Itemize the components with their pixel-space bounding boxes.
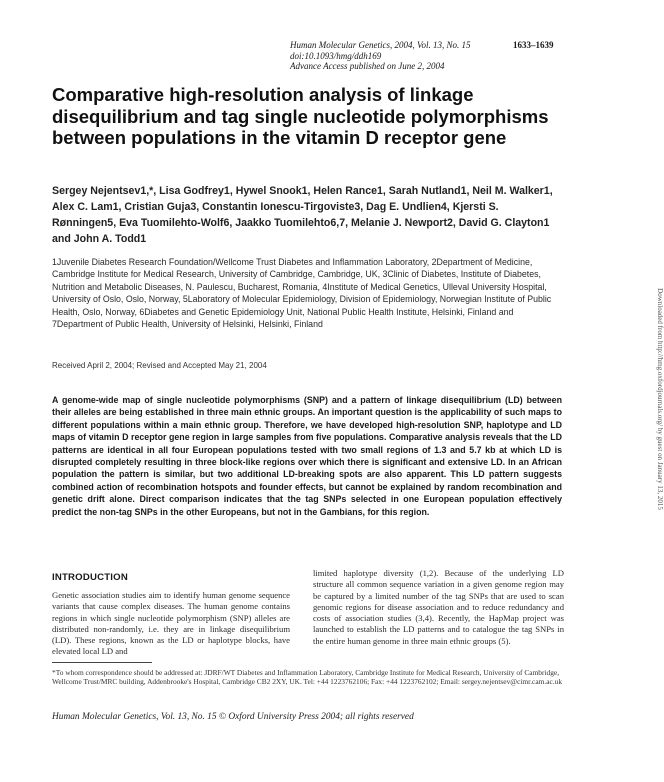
correspondence-footnote: *To whom correspondence should be addressed at: JDRF/WT Diabetes and Inflammation Laboratory, Cambridge Institute for Medical Research, University of Cambridge, Wellcome Trust/MRC building, Addenbrooke's Hospital, Cambridge CB2 2XY, UK. Tel: +44 1223762106; Fax: +44 1223762102; Email: sergey.nejentsev@cimr.cam.ac.uk: [52, 668, 563, 687]
doi: doi:10.1093/hmg/ddh169: [290, 50, 382, 61]
paper-title: Comparative high-resolution analysis of linkage disequilibrium and tag single nucleotide polymorphisms between populations in the vitamin D receptor gene: [52, 84, 549, 148]
abstract: A genome-wide map of single nucleotide polymorphisms (SNP) and a pattern of linkage disequilibrium (LD) between their alleles are being established in three main ethnic groups. An important question is the applicability of such maps to different populations within a main ethnic group. Therefore, we have developed high-resolution SNP, haplotype and LD maps of vitamin D receptor gene region in large samples from five populations. Comparative analysis reveals that the LD patterns are identical in all four European populations tested with two small regions of 1.3 and 5.7 kb at which LD is disrupted completely resulting in three block-like regions over which there is significant and extensive LD. In an African population the pattern is similar, but two additional LD-breaking spots are also apparent. This LD pattern suggests combined action of recombination hotspots and founder effects, but cannot be explained by random recombination and genetic drift alone. Direct comparison indicates that the tag SNPs selected in one European population effectively predict the non-tag SNPs in the other Europeans, but not in the Gambians, for this region.: [52, 395, 562, 517]
download-watermark[interactable]: Downloaded from http://hmg.oxfordjournals.org/ by guest on January 13, 2015: [656, 288, 664, 510]
intro-column-left: Genetic association studies aim to identify human genome sequence variants that cause complex diseases. The human genome contains regions in which single nucleotide polymorphism (SNP) alleles are distributed non-randomly, i.e. they are in linkage disequilibrium (LD). These regions, known as the LD or haplotype blocks, have elevated local LD and: [52, 590, 290, 657]
section-heading-introduction: INTRODUCTION: [52, 572, 128, 583]
intro-column-right: limited haplotype diversity (1,2). Because of the underlying LD structure all common sequence variation in a given genome region may be captured by a limited number of the tag SNPs that are used to scan genomic regions for disease association and to reduce redundancy and costs of association studies (3,4). Recently, the HapMap project was launched to establish the LD patterns and to catalogue the tag SNPs in the entire human genome in three main ethnic groups (5).: [313, 568, 564, 646]
affiliations: 1Juvenile Diabetes Research Foundation/Wellcome Trust Diabetes and Inflammation Laboratory, 2Department of Medicine, Cambridge Institute for Medical Research, University of Cambridge, Cambridge, UK, 3Clinic of Diabetes, Institute of Diabetes, Nutrition and Metabolic Diseases, N. Paulescu, Bucharest, Romania, 4Institute of Medical Genetics, Ulleval University Hospital, University of Oslo, Oslo, Norway, 5Laboratory of Molecular Epidemiology, Division of Epidemiology, Norwegian Institute of Public Health, Oslo, Norway, 6Diabetes and Genetic Epidemiology Unit, National Public Health Institute, Helsinki, Finland and 7Department of Public Health, University of Helsinki, Helsinki, Finland: [52, 257, 552, 330]
page-range: 1633–1639: [513, 40, 554, 50]
author-list: Sergey Nejentsev1,*, Lisa Godfrey1, Hywel Snook1, Helen Rance1, Sarah Nutland1, Neil M. Walker1, Alex C. Lam1, Cristian Guja3, Constantin Ionescu-Tirgoviste3, Dag E. Undlien4, Kjersti S. Rønningen5, Eva Tuomilehto-Wolf6, Jaakko Tuomilehto6,7, Melanie J. Newport2, David G. Clayton1 and John A. Todd1: [52, 185, 553, 245]
copyright-footer: Human Molecular Genetics, Vol. 13, No. 15 © Oxford University Press 2004; all rights reserved: [52, 712, 414, 722]
received-dates: Received April 2, 2004; Revised and Accepted May 21, 2004: [52, 361, 267, 370]
journal-header: [290, 40, 590, 72]
advance-access: Advance Access published on June 2, 2004: [290, 61, 445, 71]
footnote-divider: [52, 662, 152, 663]
journal-citation: Human Molecular Genetics, 2004, Vol. 13, No. 15: [290, 40, 471, 50]
